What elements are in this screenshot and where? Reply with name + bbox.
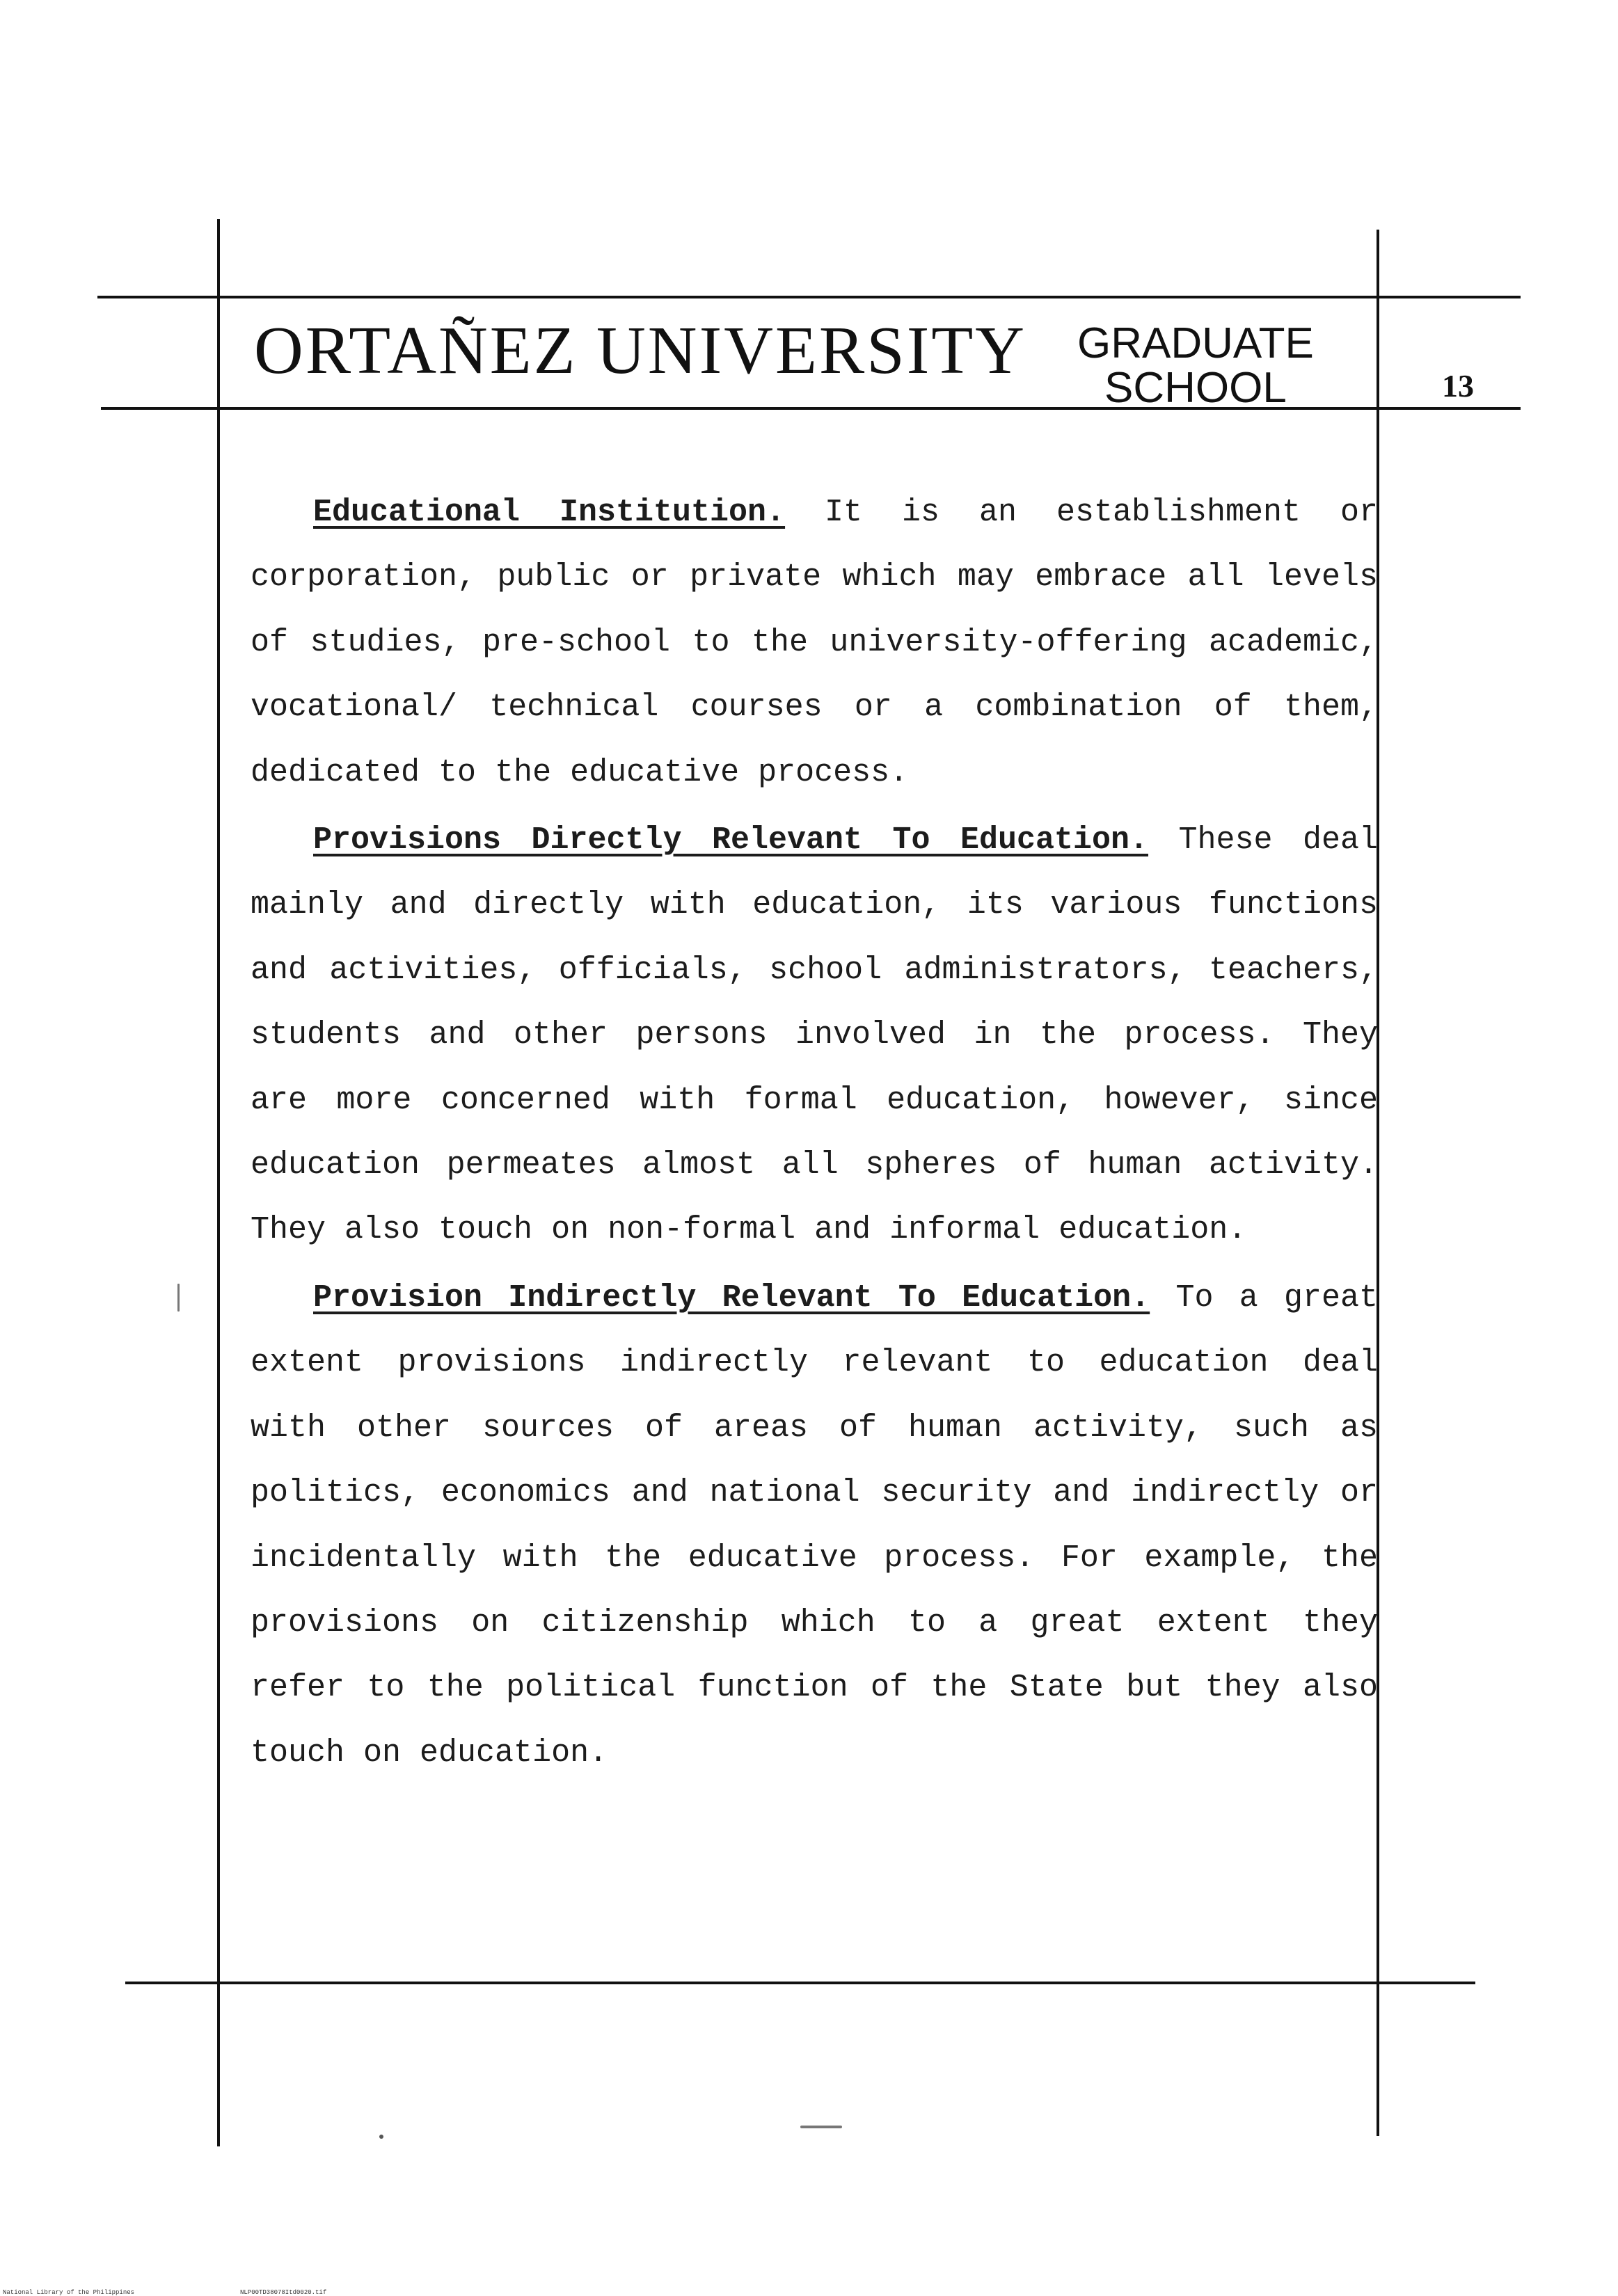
scan-speck <box>177 1284 180 1312</box>
document-body <box>251 480 1378 1785</box>
top-horizontal-rule <box>97 296 1521 298</box>
page-number: 13 <box>1442 368 1474 404</box>
university-name: ORTAÑEZ UNIVERSITY <box>254 313 1026 388</box>
paragraph-text: To a great extent provisions indirectly relevant to education deal with other sources of areas of human activity, such as politics, economics and national security and indirectly or incidentally with the educative process. For example, the provisions on citizenship which to a great extent they refer to the political function of the State but they also touch on education. <box>251 1279 1378 1771</box>
footer-library: National Library of the Philippines <box>3 2289 135 2296</box>
left-vertical-rule <box>217 219 220 2146</box>
graduate-label-line2: SCHOOL <box>1104 364 1287 412</box>
graduate-label-line1: GRADUATE <box>1077 319 1314 367</box>
bottom-horizontal-rule <box>125 1982 1475 1984</box>
paragraph-indirectly-relevant <box>251 1266 1378 1785</box>
scan-speck <box>800 2126 842 2128</box>
graduate-school-label <box>1077 321 1314 410</box>
paragraph-heading: Provisions Directly Relevant To Education. <box>313 822 1149 859</box>
paragraph-heading: Provision Indirectly Relevant To Education. <box>313 1279 1150 1316</box>
paragraph-text: It is an establishment or corporation, public or private which may embrace all levels of studies, pre-school to the university-offering academic, vocational/ technical courses or a combination of them, dedicated to the educative process. <box>251 495 1378 790</box>
paragraph-text: These deal mainly and directly with education, its various functions and activities, officials, school administrators, teachers, students and other persons involved in the process. They are more concerned with formal education, however, since education permeates almost all spheres of human activity. They also touch on non-formal and informal education. <box>251 822 1378 1248</box>
paragraph-directly-relevant <box>251 808 1378 1263</box>
scan-speck <box>379 2135 383 2139</box>
paragraph-educational-institution <box>251 480 1378 805</box>
paragraph-heading: Educational Institution. <box>313 495 786 530</box>
footer-file-id: NLP00TD38078Itd0020.tif <box>240 2289 327 2296</box>
